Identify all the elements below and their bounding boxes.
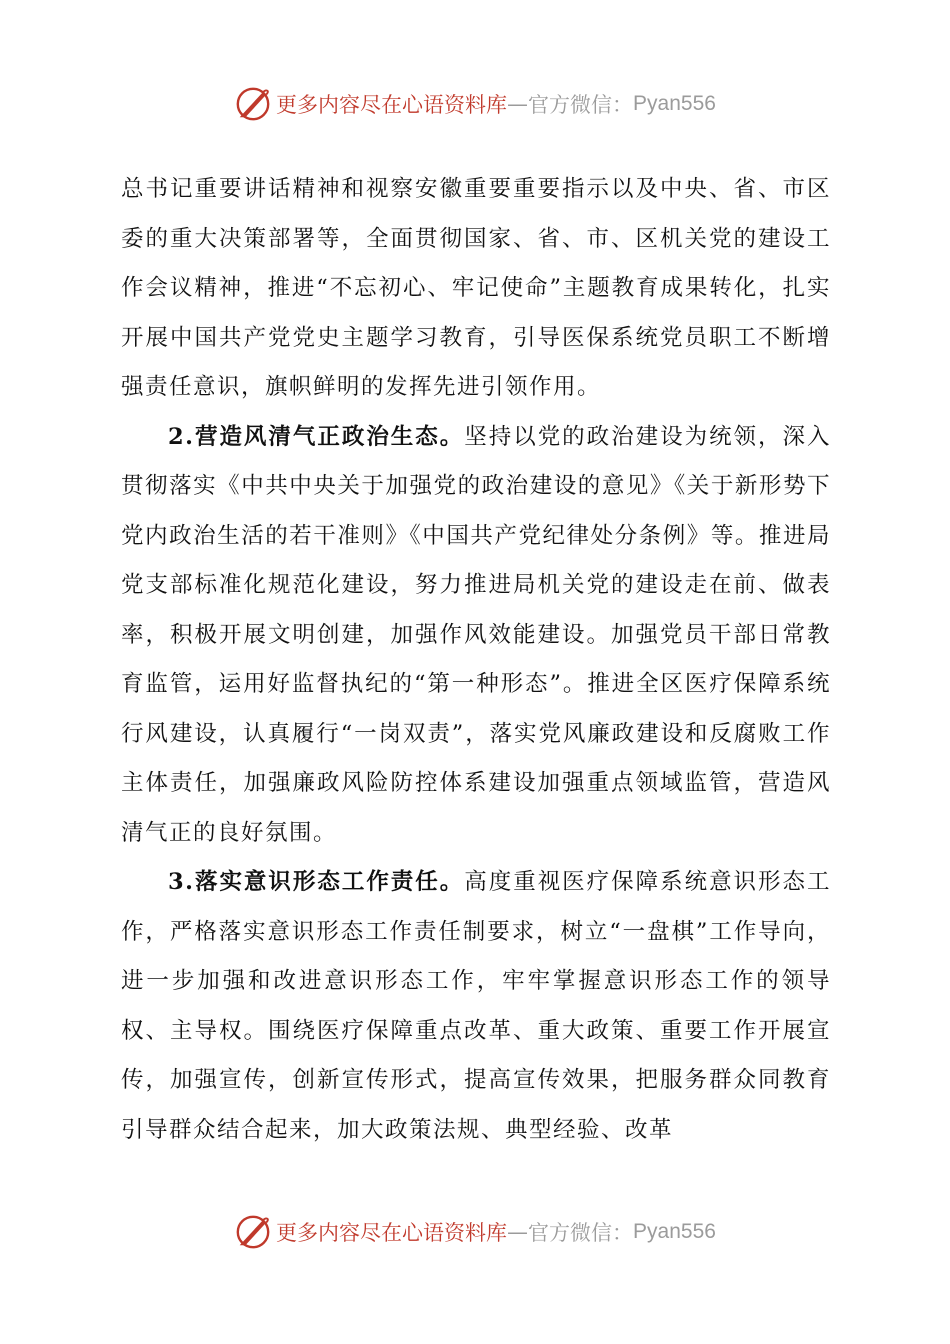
watermark-sub-text: 官方微信： xyxy=(528,1221,634,1245)
paragraph-1-text: 总书记重要讲话精神和视察安徽重要重要指示以及中央、省、市区委的重大决策部署等，全面贯彻国家、省、市、区机关党的建设工作会议精神，推进“不忘初心、牢记使命”主题教育成果转化，扎实开展中国共产党党史主题学习教育，引导医保系统党员职工不断增强责任意识，旗帜鲜明的发挥先进引领作用。 xyxy=(121,176,831,400)
watermark-wechat-id: Pyan556 xyxy=(633,92,716,115)
quill-pen-logo-icon xyxy=(234,1213,272,1251)
paragraph-2 xyxy=(121,413,831,859)
watermark-separator: — xyxy=(507,92,529,116)
watermark-separator: — xyxy=(507,1220,529,1244)
paragraph-3-heading: 3.落实意识形态工作责任。 xyxy=(168,869,465,895)
watermark-main-text: 更多内容尽在心语资料库 xyxy=(276,93,508,117)
quill-pen-logo-icon xyxy=(234,85,272,123)
watermark-main-text: 更多内容尽在心语资料库 xyxy=(276,1221,508,1245)
watermark-sub-text: 官方微信： xyxy=(528,93,634,117)
paragraph-2-text: 坚持以党的政治建设为统领，深入贯彻落实《中共中央关于加强党的政治建设的意见》《关于新形势下党内政治生活的若干准则》《中国共产党纪律处分条例》等。推进局党支部标准化规范化建设，努力推进局机关党的建设走在前、做表率，积极开展文明创建，加强作风效能建设。加强党员干部日常教育监管，运用好监督执纪的“第一种形态”。推进全区医疗保障系统行风建设，认真履行“一岗双责”，落实党风廉政建设和反腐败工作主体责任，加强廉政风险防控体系建设加强重点领域监管，营造风清气正的良好氛围。 xyxy=(121,423,831,846)
watermark-wechat-id: Pyan556 xyxy=(633,1220,716,1243)
paragraph-3 xyxy=(121,858,831,1155)
document-body xyxy=(121,165,831,1155)
paragraph-1 xyxy=(121,165,831,413)
header-watermark xyxy=(0,82,950,126)
paragraph-3-text: 高度重视医疗保障系统意识形态工作，严格落实意识形态工作责任制要求，树立“一盘棋”工作导向，进一步加强和改进意识形态工作，牢牢掌握意识形态工作的领导权、主导权。围绕医疗保障重点改革、重大政策、重要工作开展宣传，加强宣传，创新宣传形式，提高宣传效果，把服务群众同教育引导群众结合起来，加大政策法规、典型经验、改革 xyxy=(121,869,831,1143)
paragraph-2-heading: 2.营造风清气正政治生态。 xyxy=(168,423,465,450)
footer-watermark xyxy=(0,1210,950,1254)
